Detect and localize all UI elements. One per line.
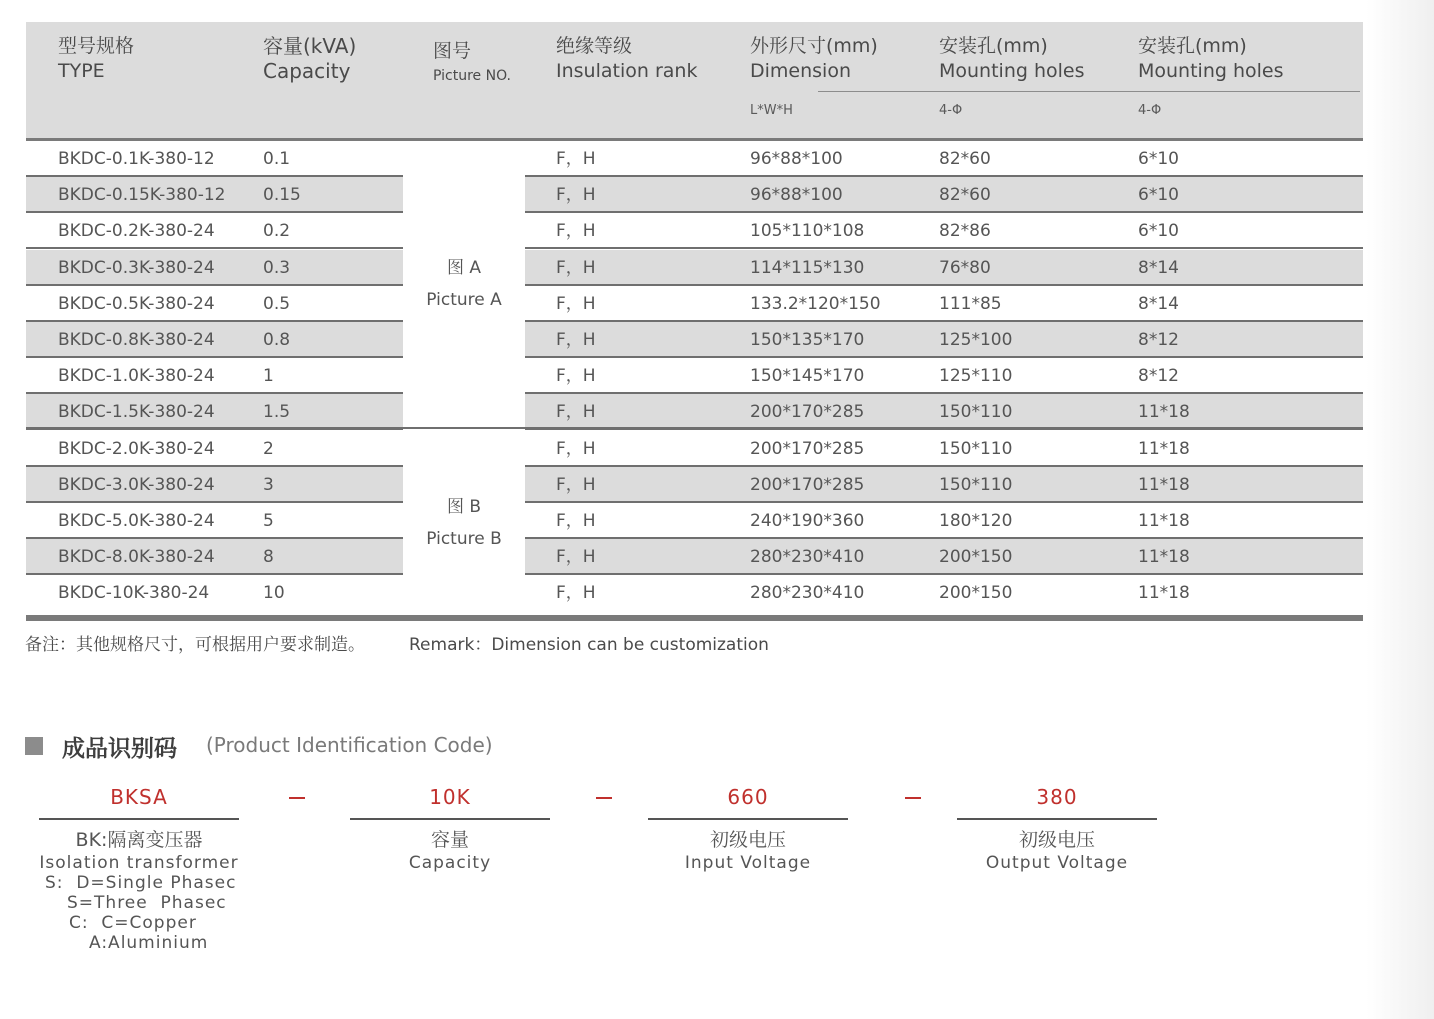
cell-insulation: F，H: [556, 293, 596, 314]
cell-type: BKDC-0.2K-380-24: [58, 221, 215, 242]
remark-en: Remark：Dimension can be customization: [409, 635, 769, 655]
dimension-unit: L*W*H: [750, 103, 793, 118]
cell-holes2: 6*10: [1138, 149, 1179, 169]
table-row: [26, 141, 1363, 177]
header-type-zh: 型号规格: [58, 35, 135, 57]
cell-holes1: 150*110: [939, 474, 1013, 495]
cell-type: BKDC-1.0K-380-24: [58, 366, 215, 387]
cell-capacity: 0.1: [263, 149, 291, 169]
code-part-output-voltage: 380: [1036, 785, 1078, 809]
picture-b-zh: 图 B: [446, 497, 482, 517]
group-rule: [26, 427, 1363, 429]
remark-zh: 备注：其他规格尺寸，可根据用户要求制造。: [25, 635, 365, 655]
remark: [25, 630, 769, 655]
header-dimension-zh: 外形尺寸(mm): [750, 35, 878, 57]
picture-a-cell: [403, 141, 525, 427]
cell-holes2: 11*18: [1138, 583, 1190, 604]
desc-input-zh: 初级电压: [709, 829, 786, 851]
code-dash: [596, 797, 612, 799]
code-desc-series: [39, 828, 239, 953]
header-picture: [433, 39, 511, 89]
cell-capacity: 1.5: [263, 402, 291, 423]
holes-2-unit: 4-Φ: [1138, 103, 1162, 118]
table-row: [26, 358, 1363, 394]
desc-capacity-zh: 容量: [430, 829, 469, 851]
code-underline: [957, 818, 1157, 820]
cell-insulation: F，H: [556, 402, 596, 423]
cell-type: BKDC-8.0K-380-24: [58, 547, 215, 568]
cell-holes2: 11*18: [1138, 438, 1190, 459]
cell-insulation: F，H: [556, 583, 596, 604]
table-row: [26, 322, 1363, 358]
cell-insulation: F，H: [556, 149, 596, 169]
header-holes-1: [939, 34, 1085, 84]
cell-capacity: 3: [263, 474, 274, 495]
cell-insulation: F，H: [556, 257, 596, 278]
header-insulation: [556, 34, 697, 84]
cell-dimension: 200*170*285: [750, 474, 865, 495]
picture-b-en: Picture B: [426, 529, 502, 549]
picture-a-zh: 图 A: [446, 258, 482, 278]
desc-series-line: A:Aluminium: [89, 933, 209, 953]
section-title: 成品识别码: [62, 736, 177, 762]
cell-insulation: F，H: [556, 185, 596, 206]
cell-dimension: 96*88*100: [750, 149, 843, 169]
cell-capacity: 5: [263, 511, 274, 531]
cell-dimension: 114*115*130: [750, 257, 865, 278]
cell-capacity: 0.8: [263, 330, 291, 350]
cell-holes2: 8*14: [1138, 257, 1179, 278]
cell-dimension: 280*230*410: [750, 547, 865, 568]
cell-type: BKDC-0.15K-380-12: [58, 185, 226, 206]
cell-dimension: 280*230*410: [750, 583, 865, 604]
header-insulation-zh: 绝缘等级: [556, 35, 633, 57]
cell-dimension: 240*190*360: [750, 511, 865, 531]
cell-holes1: 82*60: [939, 149, 991, 169]
table-row: [26, 286, 1363, 322]
table-row: [26, 394, 1363, 430]
cell-insulation: F，H: [556, 438, 596, 459]
header-insulation-en: Insulation rank: [556, 60, 698, 82]
cell-capacity: 0.5: [263, 293, 291, 314]
code-desc-output-voltage: [957, 828, 1157, 874]
header-holes-1-en: Mounting holes: [939, 60, 1085, 82]
cell-holes1: 150*110: [939, 438, 1013, 459]
code-underline: [39, 818, 239, 820]
header-divider: [818, 91, 1360, 92]
cell-holes1: 200*150: [939, 547, 1013, 568]
header-picture-zh: 图号: [433, 40, 472, 62]
cell-holes2: 8*12: [1138, 366, 1179, 387]
cell-insulation: F，H: [556, 221, 596, 242]
header-picture-en: Picture NO.: [433, 68, 511, 84]
section-square-icon: [25, 737, 43, 755]
table-row: [26, 213, 1363, 249]
header-capacity: [263, 34, 356, 84]
code-part-input-voltage: 660: [727, 785, 769, 809]
cell-holes2: 8*14: [1138, 293, 1179, 314]
table-row: [26, 467, 1363, 503]
section-subtitle: (Product Identification Code): [206, 733, 493, 757]
cell-holes1: 150*110: [939, 402, 1013, 423]
header-dimension-en: Dimension: [750, 60, 851, 82]
table-row: [26, 431, 1363, 467]
cell-capacity: 2: [263, 438, 274, 459]
header-holes-1-zh: 安装孔(mm): [939, 35, 1048, 57]
desc-series-line: S=Three Phasec: [67, 893, 227, 913]
cell-type: BKDC-5.0K-380-24: [58, 511, 215, 531]
cell-type: BKDC-2.0K-380-24: [58, 438, 215, 459]
picture-a-en: Picture A: [426, 290, 502, 310]
desc-series-line: S: D=Single Phasec: [45, 873, 237, 893]
table-row: [26, 177, 1363, 213]
code-part-capacity: 10K: [429, 785, 471, 809]
cell-capacity: 1: [263, 366, 274, 387]
cell-holes1: 125*110: [939, 366, 1013, 387]
header-type: [58, 34, 134, 84]
cell-capacity: 0.2: [263, 221, 291, 242]
header-holes-2-zh: 安装孔(mm): [1138, 35, 1247, 57]
desc-series-line: Isolation transformer: [39, 853, 239, 873]
cell-holes2: 6*10: [1138, 185, 1179, 206]
header-type-en: TYPE: [58, 60, 105, 82]
cell-capacity: 8: [263, 547, 274, 568]
header-dimension: [750, 34, 878, 84]
cell-type: BKDC-0.1K-380-12: [58, 149, 215, 169]
cell-holes2: 6*10: [1138, 221, 1179, 242]
header-holes-2-en: Mounting holes: [1138, 60, 1284, 82]
cell-insulation: F，H: [556, 474, 596, 495]
cell-type: BKDC-1.5K-380-24: [58, 402, 215, 423]
cell-type: BKDC-10K-380-24: [58, 583, 210, 604]
code-dash: [289, 797, 305, 799]
cell-holes2: 11*18: [1138, 547, 1190, 568]
cell-capacity: 0.15: [263, 185, 301, 206]
code-dash: [905, 797, 921, 799]
desc-output-zh: 初级电压: [1018, 829, 1095, 851]
cell-type: BKDC-0.3K-380-24: [58, 257, 215, 278]
header-capacity-en: Capacity: [263, 59, 351, 83]
cell-insulation: F，H: [556, 511, 596, 531]
table-row: [26, 575, 1363, 611]
table-row: [26, 250, 1363, 286]
cell-dimension: 133.2*120*150: [750, 293, 881, 314]
page-edge-shade: [1366, 0, 1434, 1019]
code-desc-input-voltage: [648, 828, 848, 874]
cell-holes2: 11*18: [1138, 474, 1190, 495]
cell-insulation: F，H: [556, 547, 596, 568]
code-desc-capacity: [350, 828, 550, 874]
cell-holes1: 82*86: [939, 221, 991, 242]
table-header: [26, 22, 1363, 141]
cell-holes2: 11*18: [1138, 511, 1190, 531]
cell-dimension: 150*145*170: [750, 366, 865, 387]
desc-output-en: Output Voltage: [985, 853, 1129, 873]
picture-b-cell: [403, 429, 525, 617]
cell-holes1: 180*120: [939, 511, 1013, 531]
table-bottom-rule: [26, 615, 1363, 621]
cell-dimension: 96*88*100: [750, 185, 843, 206]
table-row: [26, 503, 1363, 539]
code-underline: [350, 818, 550, 820]
cell-dimension: 200*170*285: [750, 402, 865, 423]
desc-series-zh: BK:隔离变压器: [75, 829, 203, 851]
cell-insulation: F，H: [556, 366, 596, 387]
cell-holes2: 11*18: [1138, 402, 1190, 423]
cell-capacity: 0.3: [263, 257, 291, 278]
cell-dimension: 200*170*285: [750, 438, 865, 459]
cell-holes1: 125*100: [939, 330, 1013, 350]
desc-capacity-en: Capacity: [408, 853, 492, 873]
header-capacity-zh: 容量(kVA): [263, 34, 357, 58]
cell-holes1: 82*60: [939, 185, 991, 206]
desc-input-en: Input Voltage: [684, 853, 812, 873]
cell-type: BKDC-3.0K-380-24: [58, 474, 215, 495]
desc-series-line: C: C=Copper: [69, 913, 197, 933]
cell-holes1: 111*85: [939, 293, 1002, 314]
cell-type: BKDC-0.8K-380-24: [58, 330, 215, 350]
cell-type: BKDC-0.5K-380-24: [58, 293, 215, 314]
cell-dimension: 105*110*108: [750, 221, 865, 242]
holes-1-unit: 4-Φ: [939, 103, 963, 118]
cell-insulation: F，H: [556, 330, 596, 350]
table-row: [26, 539, 1363, 575]
cell-holes1: 200*150: [939, 583, 1013, 604]
code-part-series: BKSA: [110, 785, 168, 809]
header-holes-2: [1138, 34, 1284, 84]
cell-dimension: 150*135*170: [750, 330, 865, 350]
cell-holes2: 8*12: [1138, 330, 1179, 350]
code-underline: [648, 818, 848, 820]
cell-capacity: 10: [263, 583, 285, 604]
cell-holes1: 76*80: [939, 257, 991, 278]
